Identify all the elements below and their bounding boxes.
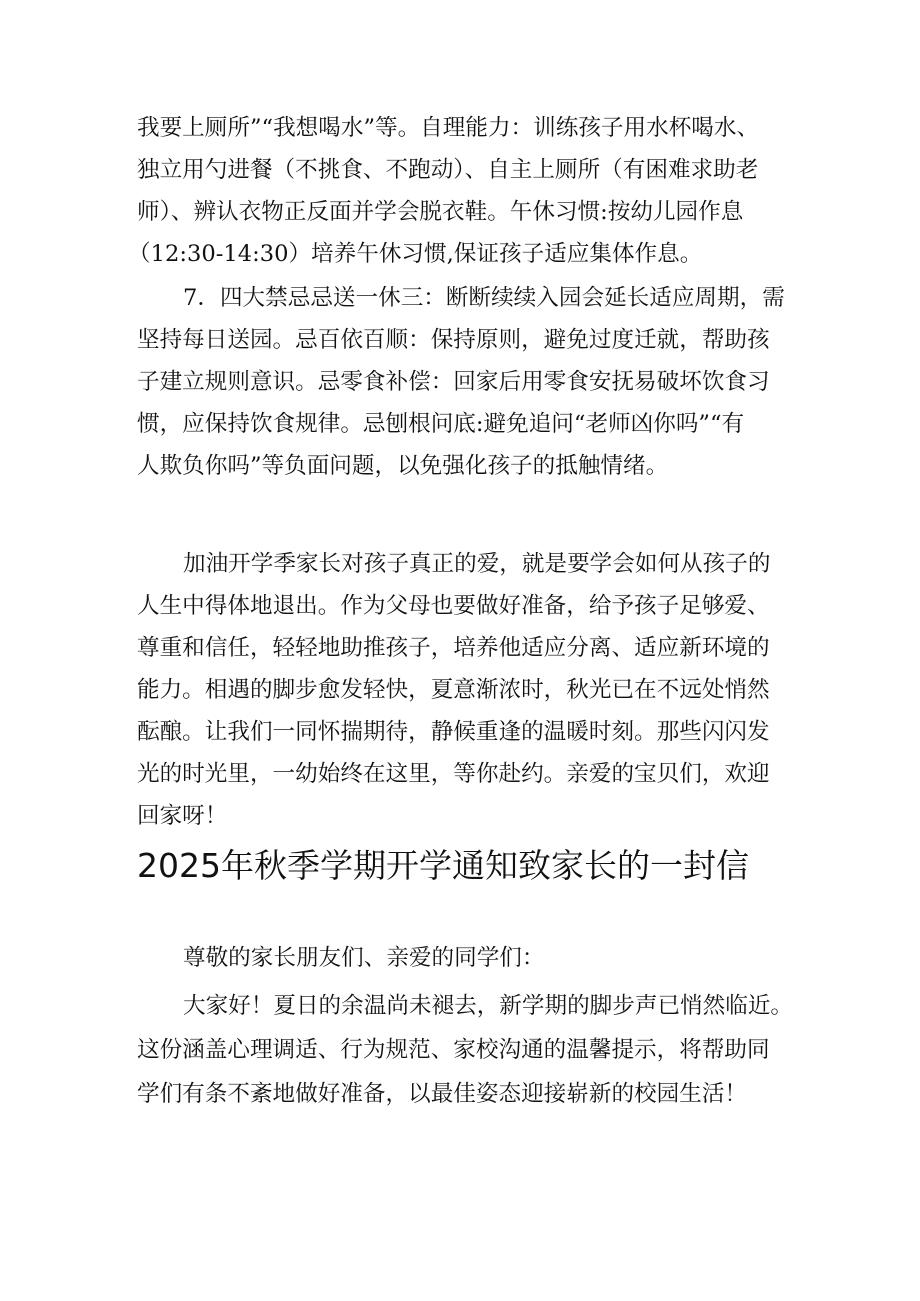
text-line: 能力。相遇的脚步愈发轻快，夏意渐浓时，秋光已在不远处悄然 <box>137 677 770 703</box>
text-line: 尊重和信任，轻轻地助推孩子，培养他适应分离、适应新环境的 <box>137 635 770 661</box>
letter-heading: 2025年秋季学期开学通知致家长的一封信 <box>137 846 749 885</box>
text-line: 我要上厕所”“我想喝水”等。自理能力：训练孩子用水杯喝水、 <box>137 115 760 141</box>
text-line: 子建立规则意识。忌零食补偿：回家后用零食安抚易破坏饮食习 <box>137 369 770 395</box>
text-line: 独立用勺进餐（不挑食、不跑动）、自主上厕所（有困难求助老 <box>137 157 759 183</box>
text-line: 师）、辨认衣物正反面并学会脱衣鞋。午休习惯:按幼儿园作息 <box>137 199 744 225</box>
text-line: 人生中得体地退出。作为父母也要做好准备，给予孩子足够爱、 <box>137 593 770 619</box>
text-line: 酝酿。让我们一同怀揣期待，静候重逢的温暖时刻。那些闪闪发 <box>137 719 770 745</box>
text-line: 人欺负你吗”等负面问题，以免强化孩子的抵触情绪。 <box>137 453 669 479</box>
text-line: 7．四大禁忌忌送一休三：断断续续入园会延长适应周期，需 <box>183 285 785 311</box>
text-line: 回家呀！ <box>137 803 228 829</box>
text-line: （12:30-14:30）培养午休习惯,保证孩子适应集体作息。 <box>128 241 703 267</box>
text-line: 大家好！夏日的余温尚未褪去，新学期的脚步声已悄然临近。 <box>183 993 794 1019</box>
text-line: 学们有条不紊地做好准备，以最佳姿态迎接崭新的校园生活！ <box>137 1081 748 1107</box>
text-line: 这份涵盖心理调适、行为规范、家校沟通的温馨提示，将帮助同 <box>137 1037 770 1063</box>
text-line: 坚持每日送园。忌百依百顺：保持原则，避免过度迁就，帮助孩 <box>137 327 770 353</box>
text-line: 光的时光里，一幼始终在这里，等你赴约。亲爱的宝贝们，欢迎 <box>137 761 770 787</box>
text-line: 加油开学季家长对孩子真正的爱，就是要学会如何从孩子的 <box>183 551 771 577</box>
salutation: 尊敬的家长朋友们、亲爱的同学们： <box>183 945 545 971</box>
text-line: 惯，应保持饮食规律。忌刨根问底:避免追问“老师凶你吗”“有 <box>137 411 745 437</box>
